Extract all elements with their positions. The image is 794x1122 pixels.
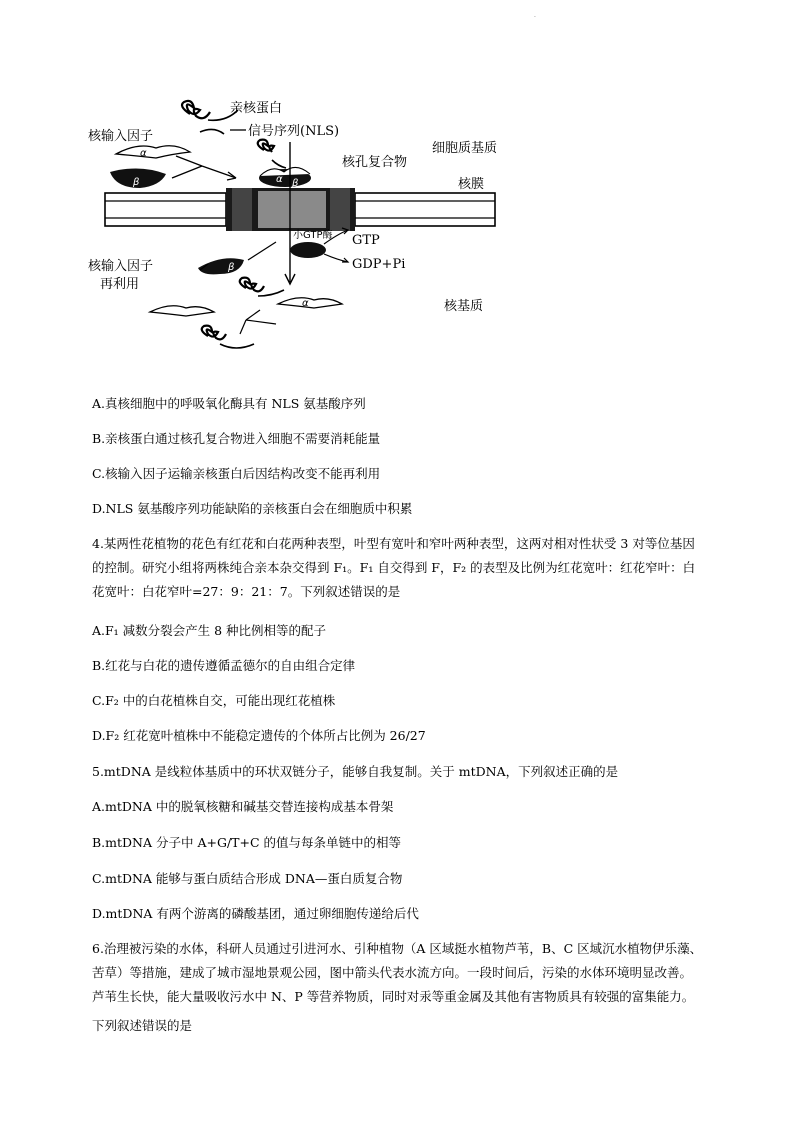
import-factor-beta-icon bbox=[110, 168, 166, 188]
q6-stem: 6.治理被污染的水体，科研人员通过引进河水、引种植物（A 区域挺水植物芦苇，B、C 区域沉水植物伊乐藻、苦草）等措施，建成了城市湿地景观公园，图中箭头代表水流方向。一段时间后，污染的水体环境明显改善。芦苇生长快，能大量吸收污水中 N、P 等营养物质，同时对汞等重金属及其他有害物质具有较强的富集能力。 bbox=[92, 941, 703, 1004]
recycled-beta-icon bbox=[198, 242, 276, 274]
label-gdp-pi: GDP+Pi bbox=[352, 257, 406, 272]
nuclear-import-figure bbox=[80, 92, 520, 370]
q5-option-b: B.mtDNA 分子中 A+G/T+C 的值与每条单链中的相等 bbox=[92, 835, 402, 850]
q4-option-d: D.F₂ 红花宽叶植株中不能稳定遗传的个体所占比例为 26/27 bbox=[92, 728, 426, 743]
q3-option-c: C.核输入因子运输亲核蛋白后因结构改变不能再利用 bbox=[92, 466, 381, 481]
svg-text:α: α bbox=[276, 174, 283, 185]
label-nuclear-envelope: 核膜 bbox=[458, 177, 485, 192]
label-cytoplasm-matrix: 细胞质基质 bbox=[432, 141, 498, 156]
svg-text:β: β bbox=[292, 178, 299, 189]
q6-stem-last: 下列叙述错误的是 bbox=[92, 1018, 193, 1033]
coil-on-pore-icon bbox=[258, 140, 286, 168]
bottom-arrows bbox=[240, 310, 276, 334]
q5-option-d: D.mtDNA 有两个游离的磷酸基团，通过卵细胞传递给后代 bbox=[92, 906, 419, 921]
q3-option-a: A.真核细胞中的呼吸氧化酶具有 NLS 氨基酸序列 bbox=[92, 396, 366, 411]
recycled-alpha-icon bbox=[150, 306, 214, 316]
svg-text:α: α bbox=[302, 298, 309, 309]
q5-stem: 5.mtDNA 是线粒体基质中的环状双链分子，能够自我复制。关于 mtDNA，下列叙述正确的是 bbox=[92, 764, 619, 779]
q5-option-c: C.mtDNA 能够与蛋白质结合形成 DNA—蛋白质复合物 bbox=[92, 871, 403, 886]
label-npc: 核孔复合物 bbox=[342, 155, 408, 170]
label-small-gtpase: 小GTP酶 bbox=[293, 230, 333, 241]
label-nucleoplasm: 核基质 bbox=[444, 299, 484, 314]
label-nuclear-protein: 亲核蛋白 bbox=[230, 101, 283, 116]
label-reuse-line1: 核输入因子 bbox=[88, 259, 154, 274]
upper-arrows bbox=[172, 130, 246, 180]
nuclear-import-diagram bbox=[80, 92, 520, 370]
label-reuse-line2: 再利用 bbox=[100, 277, 140, 292]
q3-option-b: B.亲核蛋白通过核孔复合物进入细胞不需要消耗能量 bbox=[92, 431, 381, 446]
label-import-factor: 核输入因子 bbox=[88, 129, 154, 144]
label-signal-sequence: 信号序列(NLS) bbox=[248, 124, 340, 139]
nuclear-envelope-left bbox=[105, 193, 226, 226]
q4-option-c: C.F₂ 中的白花植株自交，可能出现红花植株 bbox=[92, 693, 336, 708]
svg-text:β: β bbox=[228, 262, 235, 273]
page-speck: · bbox=[534, 14, 536, 21]
svg-text:β: β bbox=[133, 177, 140, 188]
released-alpha-icon bbox=[278, 298, 342, 309]
q4-option-a: A.F₁ 减数分裂会产生 8 种比例相等的配子 bbox=[92, 623, 327, 638]
q4-option-b: B.红花与白花的遗传遵循孟德尔的自由组合定律 bbox=[92, 658, 356, 673]
q4-stem: 4.某两性花植物的花色有红花和白花两种表型，叶型有宽叶和窄叶两种表型，这两对相对性状受 3 对等位基因的控制。研究小组将两株纯合亲本杂交得到 F₁。F₁ 自交得到 F，F₂ 的表型及比例为红花宽叶：红花窄叶：白花宽叶：白花窄叶=27：9：21：7。下列叙述错误的是 bbox=[92, 536, 696, 599]
q3-option-d: D.NLS 氨基酸序列功能缺陷的亲核蛋白会在细胞质中积累 bbox=[92, 501, 413, 516]
importin-complex-docked bbox=[259, 167, 311, 189]
bottom-protein-icon bbox=[202, 326, 254, 348]
nuclear-envelope-right bbox=[355, 193, 495, 226]
q5-option-a: A.mtDNA 中的脱氧核糖和碱基交替连接构成基本骨架 bbox=[92, 799, 394, 814]
svg-text:α: α bbox=[140, 148, 147, 159]
label-gtp: GTP bbox=[352, 233, 380, 248]
released-protein-icon bbox=[240, 278, 284, 296]
